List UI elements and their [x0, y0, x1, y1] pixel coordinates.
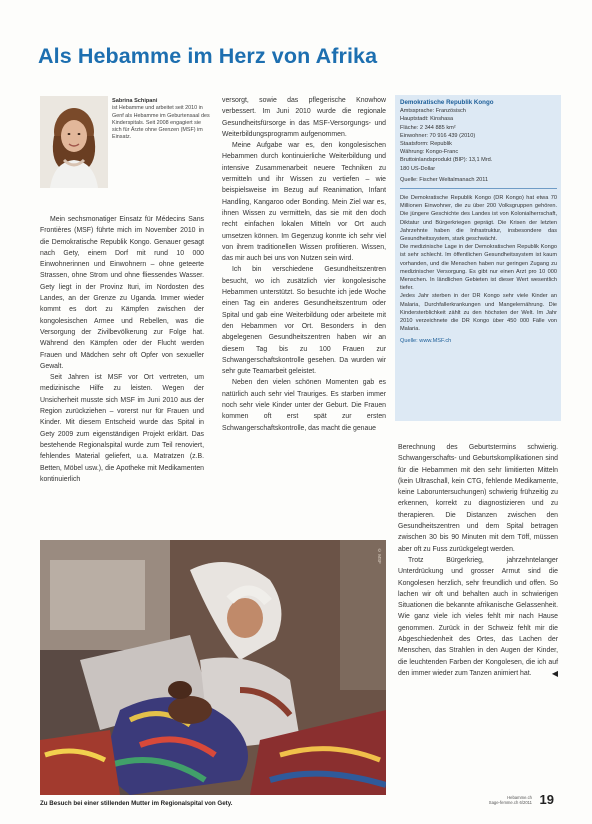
- factbox-paragraph: Jedes Jahr sterben in der DR Kongo sehr viele Kinder an Malaria, Durchfallerkrankungen und Mangelernährung. Die Kindersterblichkeit zählt zu den höchsten der Welt. Im Jahr 2010 verzeichnete die DR Kongo über 450 000 Fälle von Malaria.: [400, 293, 557, 333]
- article-title: Als Hebamme im Herz von Afrika: [38, 44, 378, 68]
- author-bio: [112, 98, 212, 142]
- page-number: 19: [539, 792, 554, 807]
- photo-midwife-visit: [40, 540, 386, 795]
- body-paragraph: Meine Aufgabe war es, den kongolesischen Hebammen durch kontinuierliche Weiterbildung und intensive Zusammenarbeit neuere Techniken zu vermitteln und ihr Wissen zu vertiefen – wie beispielsweise im Bezug auf Reanimation, Infant Handling, Kangaroo oder Bonding. Mein Ziel war es, ihnen Wissen zu vermitteln, das sie mit den doch recht einfachen lokalen Mitteln vor Ort auch umsetzen können. Im Gegenzug konnte ich sehr viel von ihrem traditionellen Wissen profitieren. Wissen, das mir auch bei uns von Nutzen sein wird.: [222, 142, 386, 263]
- body-paragraph: Berechnung des Geburtstermins schwierig. Schwangerschafts- und Geburtskomplikationen sind für die Hebammen mit den sehr limitierten Mitteln (kein Ultraschall, kein CTG, fehlende Medikamente, keine Laboruntersuchungen) schwierig frühzeitig zu erkennen, korrekt zu diagnostizieren und zu therapieren. Die Distanzen zwischen den Gesundheitszentren und dem Spital betragen zwischen 30 bis 90 Minuten mit dem Töff, müssen aber oft zu Fuss zurückgelegt werden.: [398, 444, 558, 553]
- body-paragraph: versorgt, sowie das pflegerische Knowhow verbessert. Im Juni 2010 wurde die regionale Gesundheitsfürsorge in das MSF-Versorgungs- und Weiterbildungsprogramm aufgenommen.: [222, 97, 386, 138]
- fact-item: Währung: Kongo-Franc: [400, 149, 459, 156]
- end-of-article-mark: ◀: [551, 668, 558, 678]
- body-paragraph: Seit Jahren ist MSF vor Ort vertreten, um medizinische Hilfe zu leisten. Wegen der Unsicherheit musste sich MSF im Juni 2010 aus der Region zurückziehen – vorerst nur für Frauen und Kinder. Mit diesem Entscheid wurde das Spital in Gety 2009 zum eigenständigen Projekt erklärt. Das bestehende Regionalspital wurde zum Teil renoviert, fehlendes Material geliefert, u.a. Matratzen (z.B. Betten, Möbel usw.), die Apotheke mit Medikamenten kontinuierlich: [40, 374, 204, 483]
- footer-line: Sage-femme.ch 6/2011: [488, 800, 532, 805]
- footer-line: Hebamme.ch: [507, 795, 532, 800]
- author-name: Sabrina Schipani: [112, 98, 158, 104]
- column-right: [398, 442, 558, 679]
- factbox-content: [400, 99, 557, 346]
- body-paragraph: [398, 555, 558, 679]
- factbox-paragraph: Die medizinische Lage in der Demokratischen Republik Kongo ist sehr schlecht. Im öffentlichen Gesundheitssystem ist kaum vorhanden, und die Menschen haben nur geringen Zugang zu medizinischer Versorgung. Es gibt nur einen Arzt pro 10 000 Menschen. In ländlichen Gebieten ist dieser Wert wesentlich tiefer.: [400, 244, 557, 292]
- author-portrait: [40, 96, 108, 188]
- photo-credit: © MSF: [377, 548, 382, 564]
- column-left: [40, 214, 204, 485]
- country-factbox: [395, 95, 561, 421]
- factbox-source-link[interactable]: Quelle: www.MSF.ch: [400, 338, 452, 345]
- fact-item: Bruttoinlandsprodukt (BIP): 13,1 Mrd.: [400, 157, 493, 164]
- fact-item: Hauptstadt: Kinshasa: [400, 116, 454, 123]
- factbox-paragraph: Die Demokratische Republik Kongo (DR Kongo) hat etwa 70 Millionen Einwohner, die zu über 200 Volksgruppen gehören. Die jüngere Geschichte des Landes ist von Kolonialherrschaft, Diktatur und Bürgerkriegen geprägt. Die Krisen der letzten Jahrzehnte haben die Infrastruktur, insbesondere das Gesundheitssystem, stark geschwächt.: [400, 195, 557, 243]
- article-photo: [40, 540, 386, 795]
- author-bio-text: ist Hebamme und arbeitet seit 2010 in Genf als Hebamme im Geburtensaal des Kinderspitals. Seit 2008 engagiert sie sich für Ärzte ohne Grenzen (MSF) im Einsatz.: [112, 105, 210, 141]
- footer-magazine: [489, 795, 532, 805]
- column-middle: [222, 95, 386, 434]
- factbox-source: Quelle: Fischer Weltalmanach 2011: [400, 176, 489, 183]
- fact-item: Fläche: 2 344 885 km²: [400, 124, 456, 131]
- body-paragraph: Mein sechsmonatiger Einsatz für Médecins Sans Frontières (MSF) führte mich im November 2010 in die Demokratische Republik Kongo. Genauer gesagt nach Gety, einem Dorf mit rund 10 000 Einwohnerinnen und Einwohnern – ohne geteerte Strassen, ohne Strom und ohne fliessendes Wasser. Gety liegt in der Provinz Ituri, im Nordosten des Landes, an der Grenze zu Uganda. Immer wieder kommt es dort zu Kämpfen zwischen der kongolesischen Armee und Rebellen, was die Versorgung der Zivilbevölkerung zur Folge hat. Während den Kämpfen oder der Flucht werden Frauen und Mädchen sehr oft Opfer von sexueller Gewalt.: [40, 216, 204, 370]
- author-box: [40, 96, 215, 192]
- body-paragraph: Neben den vielen schönen Momenten gab es natürlich auch sehr viel Trauriges. Es starben immer noch sehr viele Kinder unter der Geburt. Die Frauen kommen oft erst spät zur ersten Schwangerschaftskontrolle, das macht die genaue: [222, 379, 386, 432]
- body-paragraph: Ich bin verschiedene Gesundheitszentren besucht, wo ich zusätzlich vier kongolesische Hebammen unterstützt. So besuchte ich jede Woche einen Tag ein anderes Gesundheitszentrum oder Spital und gab eine Weiterbildung oder arbeitete mit den Hebammen vor Ort. Besonders in den abgelegenen Gesundheitszentren haben wir an diesem Tag bis zu 100 Frauen zur Schwangerschaftskontrolle gesehen. Da wurden wir sehr gute Teamarbeit geleistet.: [222, 266, 386, 376]
- photo-caption: Zu Besuch bei einer stillenden Mutter im Regionalspital von Gety.: [40, 800, 233, 807]
- factbox-title: Demokratische Republik Kongo: [400, 99, 494, 106]
- factbox-divider: [400, 188, 557, 189]
- body-paragraph-text: Trotz Bürgerkrieg, jahrzehntelanger Unterdrückung und grosser Armut sind die Kongolesen herzlich, sehr freundlich und offen. So lachen wir oft und behalten auch in schwierigen Situationen die bekannte afrikanische Gelassenheit. Wie ganz viele ich vieles fehlt mir nach Hause genommen. Zurück in der Schweiz fehlt mir die Abgeschiedenheit des Ortes, das Lachen der Menschen, das Strahlen in den Augen der Kinder, die leuchtenden Farben der Kongolesen, die ich auf den immer wieder zum Tanzen animiert hat.: [398, 556, 558, 677]
- fact-item: 180 US-Dollar: [400, 165, 436, 172]
- fact-item: Einwohner: 70 916 439 (2010): [400, 132, 476, 139]
- author-portrait-image: [40, 96, 108, 188]
- fact-item: Amtssprache: Französisch: [400, 108, 466, 115]
- fact-item: Staatsform: Republik: [400, 141, 452, 148]
